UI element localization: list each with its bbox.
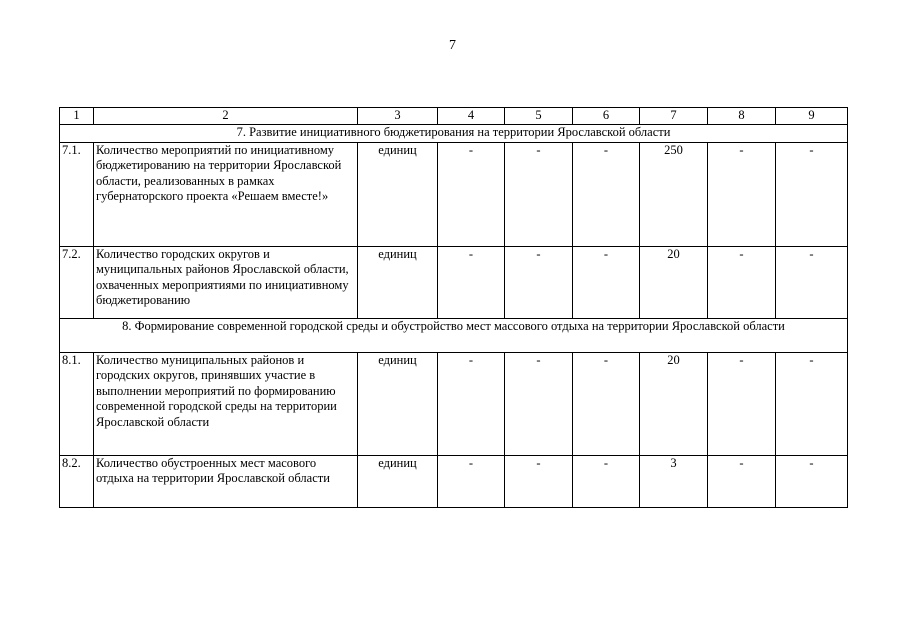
indicator-name: Количество муниципальных районов и городских округов, принявших участие в выполнении мероприятий по формированию современной городской среды на территории Ярославской области (94, 352, 358, 455)
row-number: 8.2. (60, 455, 94, 507)
value-cell-9: - (776, 455, 848, 507)
column-number-6: 6 (573, 108, 640, 125)
section-7-row (60, 124, 848, 142)
value-cell-8: - (708, 246, 776, 318)
value-cell-7: 20 (640, 246, 708, 318)
value-cell-8: - (708, 352, 776, 455)
indicator-name: Количество городских округов и муниципальных районов Ярославской области, охваченных мероприятиями по инициативному бюджетированию (94, 246, 358, 318)
value-cell-5: - (505, 455, 573, 507)
value-cell-9: - (776, 142, 848, 246)
table-row-7-2 (60, 246, 848, 318)
value-cell-5: - (505, 352, 573, 455)
value-cell-6: - (573, 142, 640, 246)
value-cell-8: - (708, 455, 776, 507)
value-cell-4: - (438, 455, 505, 507)
value-cell-4: - (438, 142, 505, 246)
value-cell-8: - (708, 142, 776, 246)
column-number-8: 8 (708, 108, 776, 125)
table-row-8-1 (60, 352, 848, 455)
column-number-5: 5 (505, 108, 573, 125)
section-8-row (60, 318, 848, 352)
table-row-7-1 (60, 142, 848, 246)
column-number-1: 1 (60, 108, 94, 125)
unit-cell: единиц (358, 352, 438, 455)
section-7-title: 7. Развитие инициативного бюджетирования на территории Ярославской области (60, 124, 848, 142)
column-number-9: 9 (776, 108, 848, 125)
indicators-table (59, 107, 848, 508)
value-cell-6: - (573, 246, 640, 318)
indicator-name: Количество мероприятий по инициативному бюджетированию на территории Ярославской области, реализованных в рамках губернаторского проекта «Решаем вместе!» (94, 142, 358, 246)
value-cell-7: 20 (640, 352, 708, 455)
value-cell-7: 250 (640, 142, 708, 246)
indicator-name: Количество обустроенных мест масового отдыха на территории Ярославской области (94, 455, 358, 507)
column-number-2: 2 (94, 108, 358, 125)
value-cell-5: - (505, 142, 573, 246)
value-cell-5: - (505, 246, 573, 318)
table-row-8-2 (60, 455, 848, 507)
row-number: 7.1. (60, 142, 94, 246)
row-number: 7.2. (60, 246, 94, 318)
value-cell-6: - (573, 352, 640, 455)
value-cell-4: - (438, 246, 505, 318)
value-cell-7: 3 (640, 455, 708, 507)
section-8-title: 8. Формирование современной городской среды и обустройство мест массового отдыха на территории Ярославской области (60, 318, 848, 352)
value-cell-9: - (776, 352, 848, 455)
row-number: 8.1. (60, 352, 94, 455)
unit-cell: единиц (358, 246, 438, 318)
page-number: 7 (449, 38, 456, 53)
value-cell-9: - (776, 246, 848, 318)
column-number-3: 3 (358, 108, 438, 125)
value-cell-4: - (438, 352, 505, 455)
column-number-4: 4 (438, 108, 505, 125)
column-number-7: 7 (640, 108, 708, 125)
unit-cell: единиц (358, 455, 438, 507)
unit-cell: единиц (358, 142, 438, 246)
value-cell-6: - (573, 455, 640, 507)
table-header-row (60, 108, 848, 125)
